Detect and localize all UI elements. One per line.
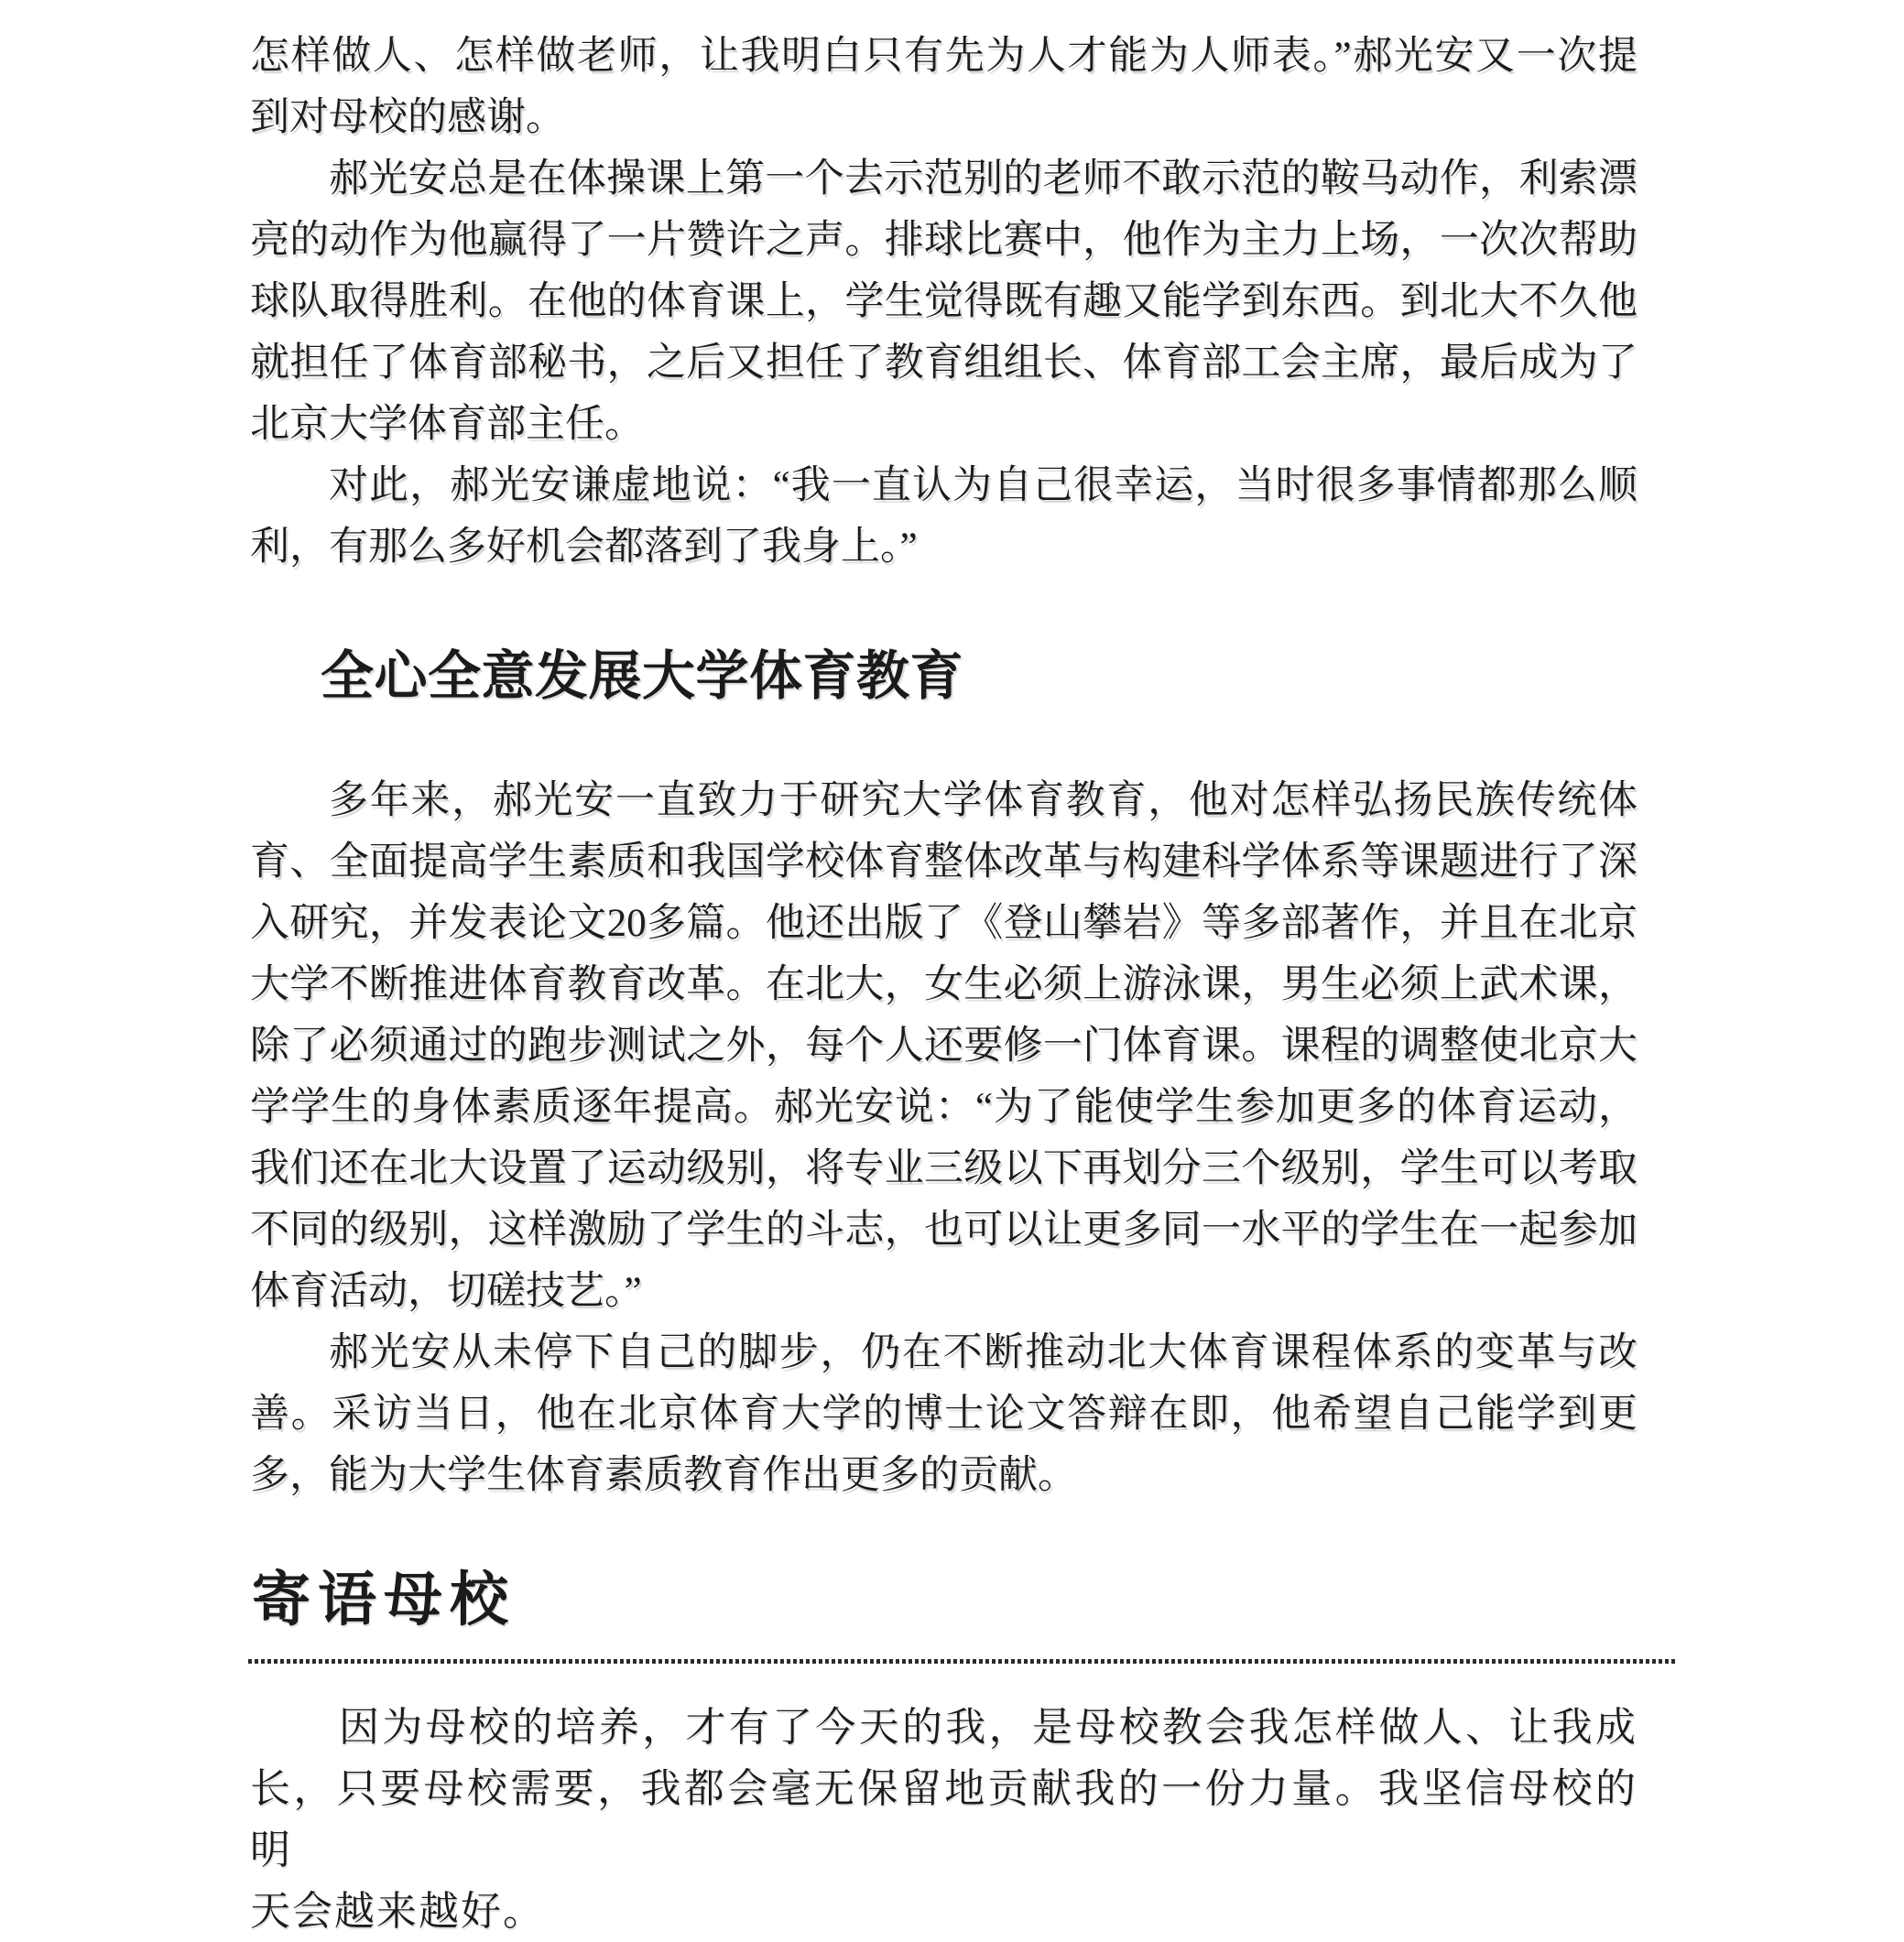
- text-line: 除了必须通过的跑步测试之外，每个人还要修一门体育课。课程的调整使北京大: [250, 1025, 1637, 1068]
- text-line: 长，只要母校需要，我都会毫无保留地贡献我的一份力量。我坚信母校的明: [250, 1765, 1637, 1873]
- middle-text-section: [250, 770, 1637, 1506]
- paragraph: [250, 455, 1637, 578]
- message-heading: 寄语母校: [252, 1566, 516, 1634]
- text-line: 学学生的身体素质逐年提高。郝光安说：“为了能使学生参加更多的体育运动，: [250, 1086, 1637, 1129]
- paragraph: [250, 770, 1637, 1322]
- dotted-divider: [248, 1659, 1678, 1664]
- text-line: 多，能为大学生体育素质教育作出更多的贡献。: [250, 1454, 1077, 1497]
- text-line: 我们还在北大设置了运动级别，将专业三级以下再划分三个级别，学生可以考取: [250, 1147, 1637, 1190]
- paragraph: [250, 148, 1637, 455]
- alma-mater-message-section: [250, 1697, 1637, 1942]
- paragraph: [250, 1697, 1637, 1942]
- text-line: 郝光安从未停下自己的脚步，仍在不断推动北大体育课程体系的变革与改: [329, 1331, 1637, 1374]
- text-line: 球队取得胜利。在他的体育课上，学生觉得既有趣又能学到东西。到北大不久他: [250, 280, 1637, 323]
- text-line: 就担任了体育部秘书，之后又担任了教育组组长、体育部工会主席，最后成为了: [250, 342, 1637, 385]
- text-line: 怎样做人、怎样做老师，让我明白只有先为人才能为人师表。”郝光安又一次提: [250, 35, 1637, 78]
- section-heading-sports-education: 全心全意发展大学体育教育: [321, 645, 964, 707]
- text-line: 亮的动作为他赢得了一片赞许之声。排球比赛中，他作为主力上场，一次次帮助: [250, 219, 1637, 262]
- text-line: 不同的级别，这样激励了学生的斗志，也可以让更多同一水平的学生在一起参加: [250, 1209, 1637, 1252]
- text-line: 对此，郝光安谦虚地说：“我一直认为自己很幸运，当时很多事情都那么顺: [329, 464, 1637, 507]
- text-line: 体育活动，切磋技艺。”: [250, 1270, 642, 1313]
- text-line: 育、全面提高学生素质和我国学校体育整体改革与构建科学体系等课题进行了深: [250, 841, 1637, 884]
- paragraph: [250, 26, 1637, 148]
- text-line: 郝光安总是在体操课上第一个去示范别的老师不敢示范的鞍马动作，利索漂: [329, 157, 1637, 201]
- text-line: 大学不断推进体育教育改革。在北大，女生必须上游泳课，男生必须上武术课，: [250, 963, 1637, 1006]
- top-text-section: [250, 26, 1637, 578]
- text-line: 北京大学体育部主任。: [250, 403, 644, 446]
- text-line: 天会越来越好。: [250, 1888, 545, 1935]
- text-line: 到对母校的感谢。: [250, 96, 565, 139]
- text-line: 入研究，并发表论文20多篇。他还出版了《登山攀岩》等多部著作，并且在北京: [250, 902, 1637, 945]
- paragraph: [250, 1322, 1637, 1506]
- text-line: 因为母校的培养，才有了今天的我，是母校教会我怎样做人、让我成: [339, 1704, 1637, 1751]
- text-line: 利，有那么多好机会都落到了我身上。”: [250, 526, 918, 569]
- text-line: 善。采访当日，他在北京体育大学的博士论文答辩在即，他希望自己能学到更: [250, 1393, 1637, 1436]
- text-line: 多年来，郝光安一直致力于研究大学体育教育，他对怎样弘扬民族传统体: [329, 779, 1637, 822]
